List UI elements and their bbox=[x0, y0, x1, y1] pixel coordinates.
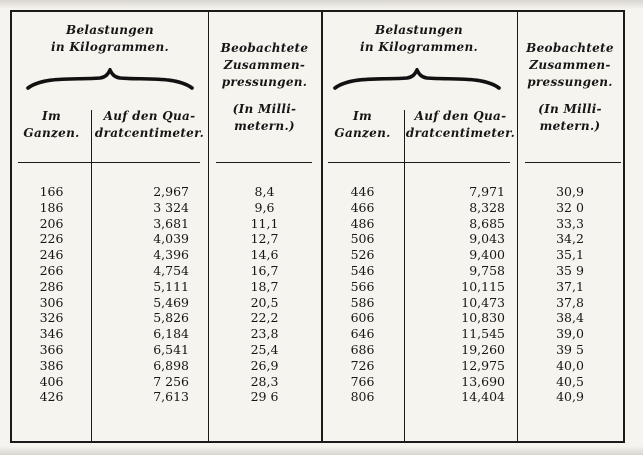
header-rule-right-3 bbox=[525, 162, 621, 163]
table-cell: 35,1 bbox=[556, 247, 584, 263]
table-cell: 40,9 bbox=[556, 389, 584, 405]
header-rule-left bbox=[18, 162, 200, 163]
left-zusammen-column bbox=[208, 184, 321, 405]
right-quadrat-column bbox=[404, 184, 505, 405]
table-cell: 11,1 bbox=[250, 215, 279, 231]
left-col-quadrat-header bbox=[91, 108, 208, 142]
left-col3-line2: Zusammen- bbox=[223, 58, 306, 72]
right-col-quadrat-header bbox=[404, 108, 517, 142]
table-cell: 34,2 bbox=[556, 231, 584, 247]
table-cell: 28,3 bbox=[250, 373, 279, 389]
table-cell: 406 bbox=[39, 373, 64, 389]
right-curly-brace bbox=[333, 68, 501, 92]
table-cell: 246 bbox=[39, 247, 64, 263]
left-col-zusammen-header bbox=[208, 40, 321, 135]
table-cell: 186 bbox=[39, 199, 64, 215]
right-col-im-ganzen-header bbox=[321, 108, 404, 142]
right-group-header bbox=[321, 22, 517, 56]
table-cell: 38,4 bbox=[556, 310, 584, 326]
left-col3-line4: (In Milli- bbox=[232, 102, 297, 116]
table-cell: 8,685 bbox=[469, 215, 505, 231]
bleed-through-bottom bbox=[0, 446, 643, 455]
left-group-header bbox=[12, 22, 208, 56]
table-cell: 25,4 bbox=[250, 341, 279, 357]
table-cell: 6,898 bbox=[153, 357, 189, 373]
table-cell: 526 bbox=[350, 247, 375, 263]
table-cell: 10,830 bbox=[461, 310, 505, 326]
table-cell: 366 bbox=[39, 341, 64, 357]
right-col2-line2: dratcentimeter. bbox=[405, 126, 516, 140]
table-cell: 10,115 bbox=[461, 278, 505, 294]
table-cell: 386 bbox=[39, 357, 64, 373]
table-cell: 726 bbox=[350, 357, 375, 373]
table-cell: 166 bbox=[39, 184, 64, 199]
table-cell: 11,545 bbox=[461, 326, 505, 342]
table-cell: 33,3 bbox=[556, 215, 584, 231]
table-cell: 7,613 bbox=[153, 389, 189, 405]
table-cell: 37,8 bbox=[556, 294, 584, 310]
table-cell: 5,826 bbox=[153, 310, 189, 326]
table-cell: 19,260 bbox=[461, 341, 505, 357]
table-cell: 9,043 bbox=[469, 231, 505, 247]
table-cell: 39 5 bbox=[556, 341, 584, 357]
header-rule-left-3 bbox=[216, 162, 312, 163]
table-cell: 5,469 bbox=[153, 294, 189, 310]
table-cell: 40,5 bbox=[556, 373, 584, 389]
table-cell: 486 bbox=[350, 215, 375, 231]
table-cell: 29 6 bbox=[250, 389, 279, 405]
table-cell: 6,184 bbox=[153, 326, 189, 342]
table-cell: 26,9 bbox=[250, 357, 279, 373]
table-cell: 40,0 bbox=[556, 357, 584, 373]
table-cell: 13,690 bbox=[461, 373, 505, 389]
table-cell: 9,400 bbox=[469, 247, 505, 263]
table-cell: 30,9 bbox=[556, 184, 584, 199]
left-col2-line2: dratcentimeter. bbox=[94, 126, 205, 140]
left-curly-brace bbox=[26, 68, 194, 92]
table-cell: 326 bbox=[39, 310, 64, 326]
right-col1-line1: Im bbox=[353, 109, 372, 123]
left-col3-line1: Beobachtete bbox=[220, 41, 309, 55]
data-table bbox=[10, 10, 625, 443]
table-cell: 3,681 bbox=[153, 215, 189, 231]
table-cell: 7 256 bbox=[153, 373, 189, 389]
left-col1-line1: Im bbox=[42, 109, 61, 123]
table-cell: 306 bbox=[39, 294, 64, 310]
table-cell: 32 0 bbox=[556, 199, 584, 215]
table-cell: 14,404 bbox=[461, 389, 505, 405]
right-group-header-line1: Belastungen bbox=[375, 23, 463, 37]
right-col-zusammen-header bbox=[517, 40, 623, 135]
table-cell: 9,6 bbox=[254, 199, 275, 215]
table-cell: 16,7 bbox=[250, 262, 279, 278]
left-group-header-line1: Belastungen bbox=[66, 23, 154, 37]
table-cell: 6,541 bbox=[153, 341, 189, 357]
table-cell: 226 bbox=[39, 231, 64, 247]
right-col1-line2: Ganzen. bbox=[334, 126, 391, 140]
table-cell: 12,7 bbox=[250, 231, 279, 247]
table-cell: 9,758 bbox=[469, 262, 505, 278]
table-cell: 8,328 bbox=[469, 199, 505, 215]
table-cell: 646 bbox=[350, 326, 375, 342]
table-cell: 4,754 bbox=[153, 262, 189, 278]
right-im-ganzen-column bbox=[321, 184, 404, 405]
table-cell: 2,967 bbox=[153, 184, 189, 199]
table-cell: 4,396 bbox=[153, 247, 189, 263]
table-cell: 22,2 bbox=[250, 310, 279, 326]
table-cell: 23,8 bbox=[250, 326, 279, 342]
table-cell: 606 bbox=[350, 310, 375, 326]
table-cell: 14,6 bbox=[250, 247, 279, 263]
left-col3-line3: pressungen. bbox=[221, 75, 308, 89]
table-cell: 10,473 bbox=[461, 294, 505, 310]
table-cell: 566 bbox=[350, 278, 375, 294]
table-cell: 266 bbox=[39, 262, 64, 278]
left-im-ganzen-column bbox=[12, 184, 91, 405]
table-cell: 446 bbox=[350, 184, 375, 199]
table-cell: 346 bbox=[39, 326, 64, 342]
table-cell: 766 bbox=[350, 373, 375, 389]
table-cell: 35 9 bbox=[556, 262, 584, 278]
table-cell: 686 bbox=[350, 341, 375, 357]
header-rule-right bbox=[328, 162, 510, 163]
left-col3-line5: metern.) bbox=[234, 119, 295, 133]
left-col-im-ganzen-header bbox=[12, 108, 91, 142]
left-quadrat-column bbox=[91, 184, 189, 405]
left-group-header-line2: in Kilogrammen. bbox=[51, 40, 169, 54]
table-cell: 506 bbox=[350, 231, 375, 247]
table-cell: 586 bbox=[350, 294, 375, 310]
table-cell: 546 bbox=[350, 262, 375, 278]
table-cell: 20,5 bbox=[250, 294, 279, 310]
right-col2-line1: Auf den Qua- bbox=[414, 109, 507, 123]
right-col3-line4: (In Milli- bbox=[538, 102, 602, 116]
left-col1-line2: Ganzen. bbox=[23, 126, 80, 140]
left-col2-line1: Auf den Qua- bbox=[103, 109, 196, 123]
bleed-through-top bbox=[0, 0, 643, 9]
table-cell: 7,971 bbox=[469, 184, 505, 199]
table-cell: 3 324 bbox=[153, 199, 189, 215]
table-cell: 466 bbox=[350, 199, 375, 215]
table-cell: 806 bbox=[350, 389, 375, 405]
right-zusammen-column bbox=[517, 184, 623, 405]
table-cell: 426 bbox=[39, 389, 64, 405]
table-cell: 18,7 bbox=[250, 278, 279, 294]
table-cell: 39,0 bbox=[556, 326, 584, 342]
right-col3-line3: pressungen. bbox=[527, 75, 613, 89]
right-col3-line5: metern.) bbox=[539, 119, 601, 133]
table-cell: 286 bbox=[39, 278, 64, 294]
table-cell: 37,1 bbox=[556, 278, 584, 294]
right-col3-line2: Zusammen- bbox=[529, 58, 611, 72]
table-cell: 8,4 bbox=[254, 184, 275, 199]
table-cell: 12,975 bbox=[461, 357, 505, 373]
right-group-header-line2: in Kilogrammen. bbox=[360, 40, 478, 54]
right-col3-line1: Beobachtete bbox=[526, 41, 614, 55]
table-cell: 4,039 bbox=[153, 231, 189, 247]
table-cell: 206 bbox=[39, 215, 64, 231]
table-cell: 5,111 bbox=[153, 278, 189, 294]
